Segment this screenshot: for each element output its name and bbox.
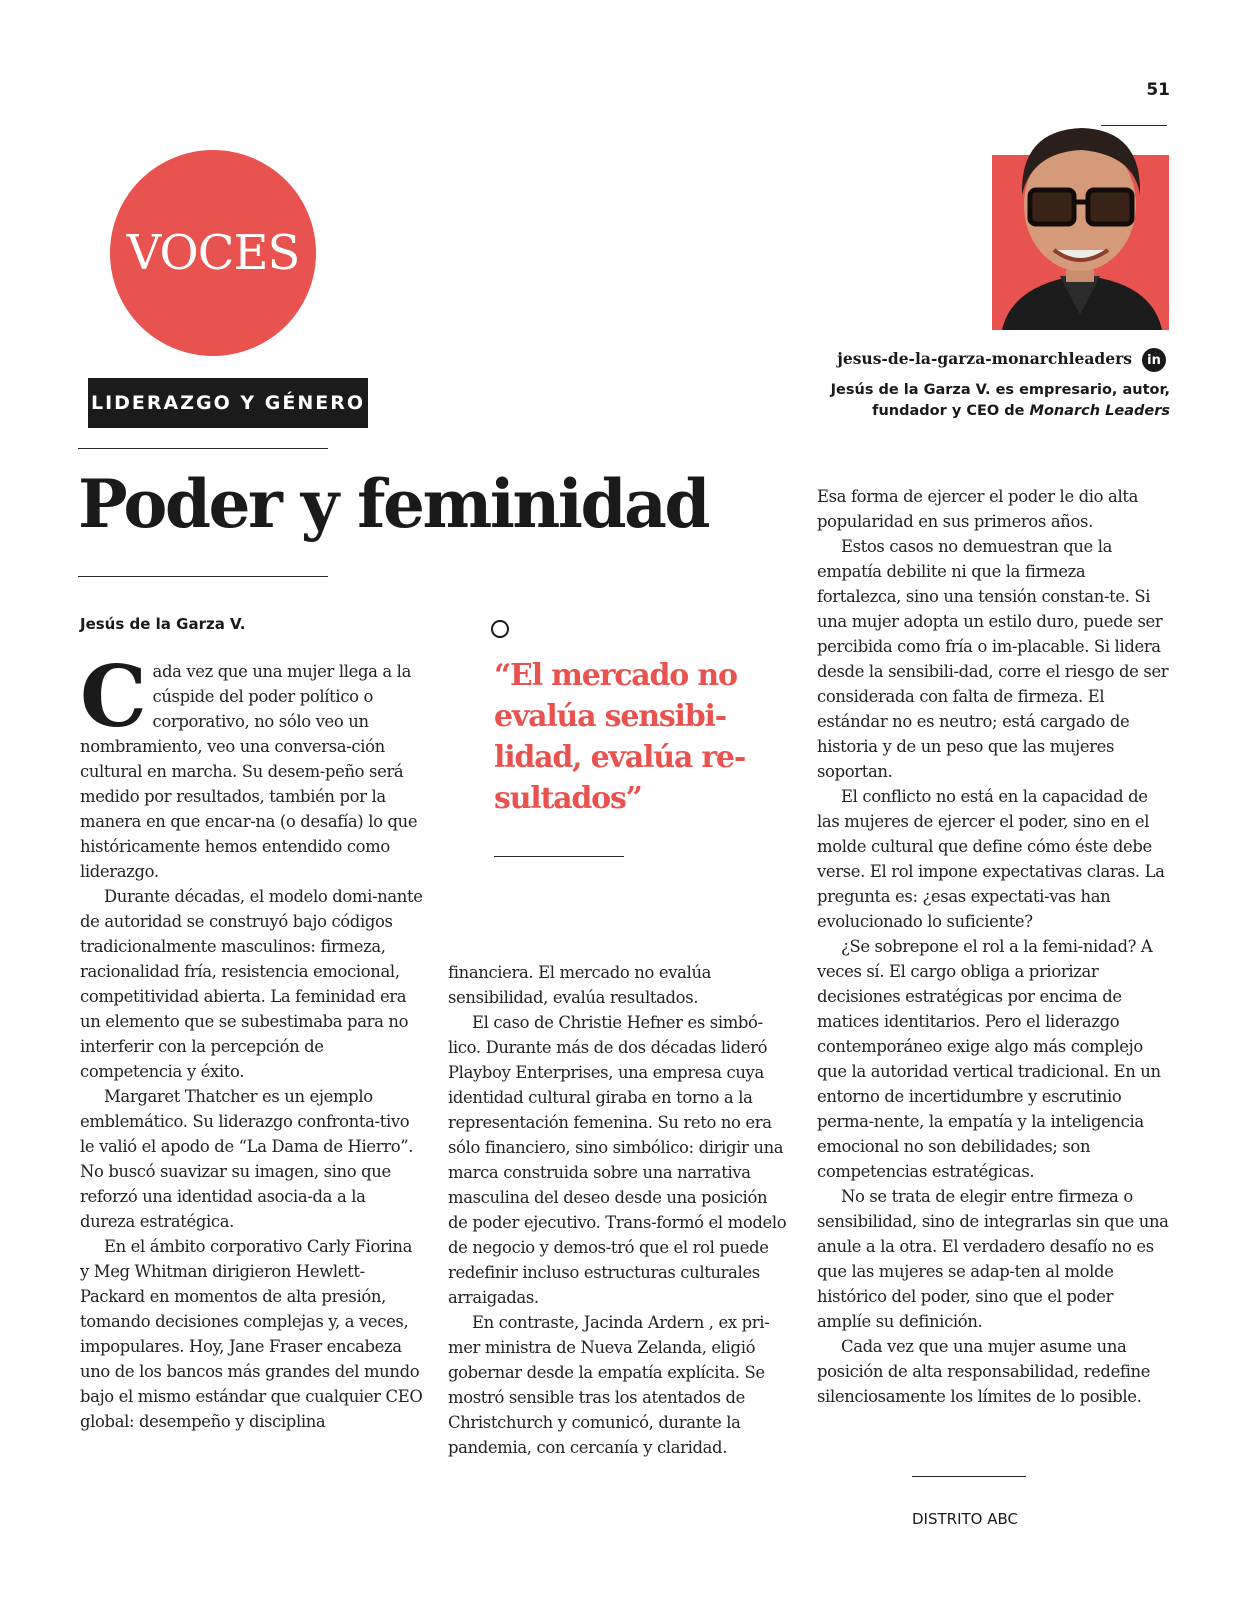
section-badge xyxy=(110,150,316,356)
article-column-1 xyxy=(80,647,423,1434)
author-bio-lead: Jesús de la Garza V. es empresario, autor, xyxy=(830,382,1170,398)
drop-cap: C xyxy=(80,647,147,746)
author-bio-company: Monarch Leaders xyxy=(1029,403,1170,419)
category-tag: LIDERAZGO Y GÉNERO xyxy=(88,378,368,428)
column-1-paragraph: Margaret Thatcher es un ejemplo emblemático. Su liderazgo confronta-tivo le valió el apodo de “La Dama de Hierro”. No buscó suavizar su imagen, sino que reforzó una identidad asocia-da a la dureza estratégica. xyxy=(80,1087,414,1231)
column-3-first-paragraph: Esa forma de ejercer el poder le dio alta popularidad en sus primeros años. xyxy=(817,487,1139,531)
column-1-paragraph: Durante décadas, el modelo domi-nante de autoridad se construyó bajo códigos tradicionalmente masculinos: firmeza, racionalidad fría, resistencia emocional, competitividad abierta. La feminidad era un elemento que se subestimaba para no interferir con la percepción de competencia y éxito. xyxy=(80,887,423,1081)
pull-quote: “El mercado no evalúa sensibi-lidad, evalúa re-sultados” xyxy=(494,658,746,816)
column-3-paragraph: El conflicto no está en la capacidad de las mujeres de ejercer el poder, sino en el molde cultural que define cómo éste debe verse. El rol impone expectativas claras. La pregunta es: ¿esas expectati-vas han evolucionado lo suficiente? xyxy=(817,787,1165,931)
column-2-first-paragraph: financiera. El mercado no evalúa sensibilidad, evalúa resultados. xyxy=(448,963,712,1007)
column-3-paragraph: Cada vez que una mujer asume una posición de alta responsabilidad, redefine silenciosamente los límites de lo posible. xyxy=(817,1337,1151,1406)
footer-rule xyxy=(912,1476,1026,1477)
quote-marker-icon xyxy=(491,620,509,638)
glasses-right-lens xyxy=(1088,190,1132,224)
author-handle[interactable]: jesus-de-la-garza-monarchleaders xyxy=(837,349,1132,368)
title-rule-top xyxy=(78,448,328,449)
column-3-paragraph: ¿Se sobrepone el rol a la femi-nidad? A veces sí. El cargo obliga a priorizar decisiones estratégicas por encima de matices identitarios. Pero el liderazgo contemporáneo exige algo más complejo que la autoridad vertical tradicional. En un entorno de incertidumbre y escrutinio perma-nente, la empatía y la inteligencia emocional no son debilidades; son competencias estratégicas. xyxy=(817,937,1161,1181)
column-1-first-paragraph: ada vez que una mujer llega a la cúspide del poder político o corporativo, no sólo veo un nombramiento, veo una conversa-ción cultural en marcha. Su desem-peño será medido por resultados, también por la manera en que encar-na (o desafía) lo que históricamente hemos entendido como liderazgo. xyxy=(80,662,418,881)
column-3-paragraph: Estos casos no demuestran que la empatía debilite ni que la firmeza fortalezca, sino una tensión constan-te. Si una mujer adopta un estilo duro, puede ser percibida como fría o im-placable. Si lidera desde la sensibili-dad, corre el riesgo de ser considerada con falta de firmeza. El estándar no es neutro; está cargado de historia y de un peso que las mujeres soportan. xyxy=(817,537,1169,781)
author-bio-tail: fundador y CEO de xyxy=(872,403,1025,419)
column-1-paragraph: En el ámbito corporativo Carly Fiorina y Meg Whitman dirigieron Hewlett-Packard en momentos de alta presión, tomando decisiones complejas y, a veces, impopulares. Hoy, Jane Fraser encabeza uno de los bancos más grandes del mundo bajo el mismo estándar que cualquier CEO global: desempeño y disciplina xyxy=(80,1237,423,1431)
column-3-paragraph: No se trata de elegir entre firmeza o sensibilidad, sino de integrarlas sin que una anule a la otra. El verdadero desafío no es que las mujeres se adap-ten al molde histórico del poder, sino que el poder amplíe su definición. xyxy=(817,1187,1169,1331)
article-column-3 xyxy=(817,484,1169,1409)
article-title: Poder y feminidad xyxy=(78,465,709,543)
linkedin-icon[interactable]: in xyxy=(1142,348,1166,372)
author-photo xyxy=(992,110,1169,330)
publication-name: DISTRITO ABC xyxy=(912,1510,1019,1528)
glasses-left-lens xyxy=(1030,190,1074,224)
title-rule-bottom xyxy=(78,576,328,577)
page-number: 51 xyxy=(1146,80,1170,100)
column-2-paragraph: En contraste, Jacinda Ardern , ex pri-mer ministra de Nueva Zelanda, eligió gobernar desde la empatía explícita. Se mostró sensible tras los atentados de Christchurch y comunicó, durante la pandemia, con cercanía y claridad. xyxy=(448,1313,770,1457)
section-label: VOCES xyxy=(126,225,300,281)
author-bio xyxy=(800,380,1170,422)
article-column-2 xyxy=(448,960,790,1460)
pull-quote-rule xyxy=(494,856,624,857)
column-2-paragraph: El caso de Christie Hefner es simbó-lico. Durante más de dos décadas lideró Playboy Enterprises, una empresa cuya identidad cultural giraba en torno a la representación femenina. Su reto no era sólo financiero, sino simbólico: dirigir una marca construida sobre una narrativa masculina del deseo desde una posición de poder ejecutivo. Trans-formó el modelo de negocio y demos-tró que el rol puede redefinir incluso estructuras culturales arraigadas. xyxy=(448,1013,787,1307)
byline: Jesús de la Garza V. xyxy=(80,615,246,633)
